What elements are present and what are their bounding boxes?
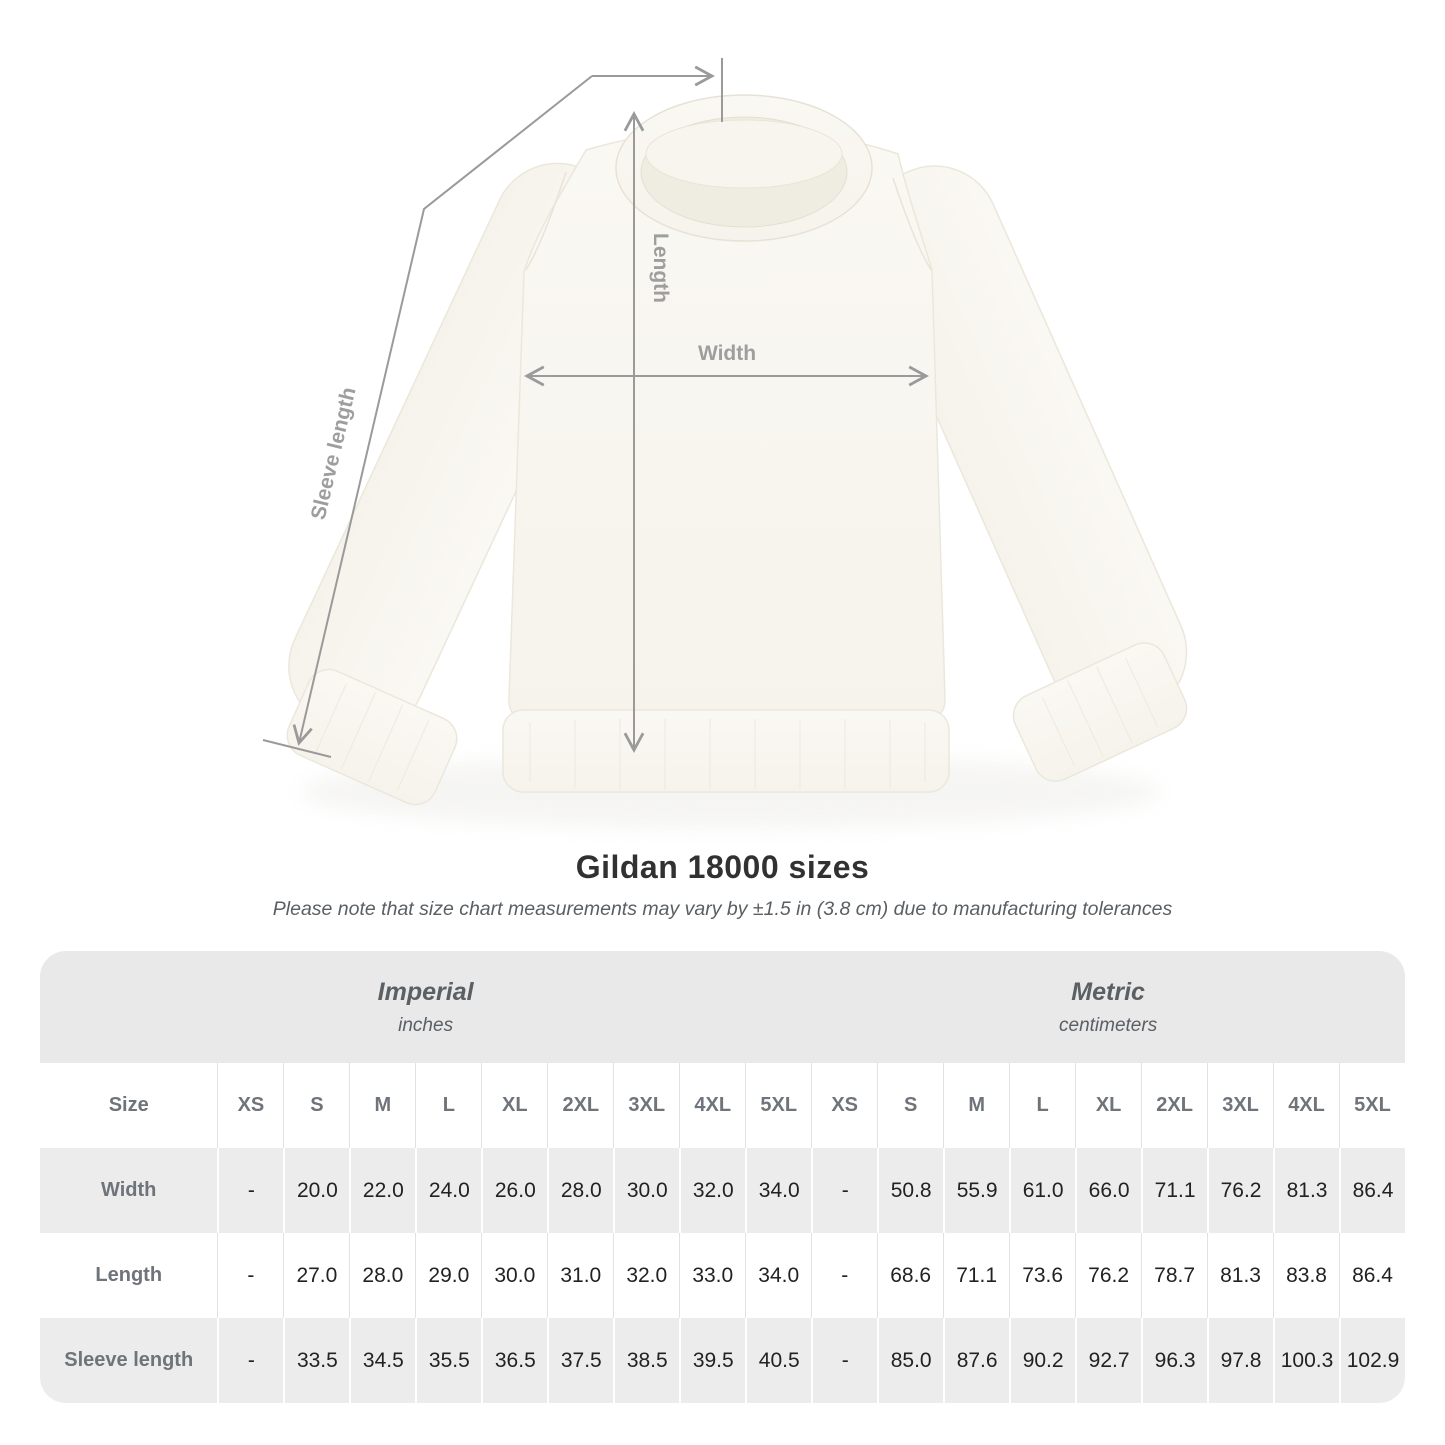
size-col-header: L (1009, 1063, 1075, 1148)
imperial-header (40, 951, 811, 1063)
width-imperial-value: 32.0 (679, 1148, 745, 1233)
table-row-length (40, 1233, 1405, 1318)
size-col-header: XL (481, 1063, 547, 1148)
length-imperial-value: 30.0 (481, 1233, 547, 1318)
sleeve-metric-value: 90.2 (1009, 1318, 1075, 1403)
width-imperial-value: 20.0 (283, 1148, 349, 1233)
sleeve-metric-value: 97.8 (1207, 1318, 1273, 1403)
metric-header (811, 951, 1405, 1063)
size-table (40, 951, 1405, 1403)
width-imperial-value: 28.0 (547, 1148, 613, 1233)
size-col-header: 4XL (679, 1063, 745, 1148)
sleeve-metric-value: 102.9 (1339, 1318, 1405, 1403)
row-label: Width (40, 1148, 217, 1233)
length-metric-value: 73.6 (1009, 1233, 1075, 1318)
size-col-header: XS (811, 1063, 877, 1148)
size-col-header: S (877, 1063, 943, 1148)
metric-title: Metric (1071, 977, 1145, 1006)
length-metric-value: 78.7 (1141, 1233, 1207, 1318)
sleeve-length-label: Sleeve length (306, 384, 361, 522)
table-row-sleeve-length (40, 1318, 1405, 1403)
length-metric-value: 83.8 (1273, 1233, 1339, 1318)
width-metric-value: 76.2 (1207, 1148, 1273, 1233)
size-col-header: M (943, 1063, 1009, 1148)
sleeve-imperial-value: 37.5 (547, 1318, 613, 1403)
size-col-header: L (415, 1063, 481, 1148)
size-col-header: XS (217, 1063, 283, 1148)
width-metric-value: 66.0 (1075, 1148, 1141, 1233)
width-metric-value: - (811, 1148, 877, 1233)
width-metric-value: 61.0 (1009, 1148, 1075, 1233)
width-metric-value: 86.4 (1339, 1148, 1405, 1233)
size-col-header: S (283, 1063, 349, 1148)
sleeve-imperial-value: 40.5 (745, 1318, 811, 1403)
size-label: Size (40, 1063, 217, 1148)
row-label: Length (40, 1233, 217, 1318)
length-imperial-value: 33.0 (679, 1233, 745, 1318)
length-imperial-value: 32.0 (613, 1233, 679, 1318)
length-imperial-value: 34.0 (745, 1233, 811, 1318)
size-col-header: M (349, 1063, 415, 1148)
size-col-header: 5XL (745, 1063, 811, 1148)
size-col-header: 3XL (1207, 1063, 1273, 1148)
length-metric-value: 71.1 (943, 1233, 1009, 1318)
width-metric-value: 55.9 (943, 1148, 1009, 1233)
imperial-unit: inches (398, 1014, 454, 1036)
sleeve-imperial-value: 38.5 (613, 1318, 679, 1403)
imperial-title: Imperial (377, 977, 474, 1006)
length-imperial-value: - (217, 1233, 283, 1318)
sleeve-metric-value: - (811, 1318, 877, 1403)
size-col-header: 3XL (613, 1063, 679, 1148)
size-col-header: 2XL (1141, 1063, 1207, 1148)
length-metric-value: 81.3 (1207, 1233, 1273, 1318)
width-label: Width (697, 342, 757, 365)
size-col-header: 2XL (547, 1063, 613, 1148)
length-imperial-value: 31.0 (547, 1233, 613, 1318)
sleeve-imperial-value: 33.5 (283, 1318, 349, 1403)
sleeve-metric-value: 96.3 (1141, 1318, 1207, 1403)
width-imperial-value: 34.0 (745, 1148, 811, 1233)
sleeve-imperial-value: 39.5 (679, 1318, 745, 1403)
length-imperial-value: 29.0 (415, 1233, 481, 1318)
sleeve-metric-value: 92.7 (1075, 1318, 1141, 1403)
length-imperial-value: 28.0 (349, 1233, 415, 1318)
page-title: Gildan 18000 sizes (575, 849, 870, 885)
collar (616, 95, 872, 241)
width-metric-value: 71.1 (1141, 1148, 1207, 1233)
metric-unit: centimeters (1059, 1014, 1158, 1036)
row-label: Sleeve length (40, 1318, 217, 1403)
width-metric-value: 81.3 (1273, 1148, 1339, 1233)
sleeve-imperial-value: 34.5 (349, 1318, 415, 1403)
table-row-width (40, 1148, 1405, 1233)
size-col-header: XL (1075, 1063, 1141, 1148)
size-col-header: 5XL (1339, 1063, 1405, 1148)
sweatshirt-illustration (268, 95, 1207, 828)
width-metric-value: 50.8 (877, 1148, 943, 1233)
length-metric-value: 68.6 (877, 1233, 943, 1318)
width-imperial-value: 22.0 (349, 1148, 415, 1233)
sleeve-metric-value: 87.6 (943, 1318, 1009, 1403)
sleeve-imperial-value: 35.5 (415, 1318, 481, 1403)
length-metric-value: 86.4 (1339, 1233, 1405, 1318)
sleeve-metric-value: 100.3 (1273, 1318, 1339, 1403)
tolerance-note: Please note that size chart measurements may vary by ±1.5 in (3.8 cm) due to manufacturing tolerances (272, 898, 1173, 920)
size-header-row (40, 1063, 1405, 1148)
title-block (0, 849, 1445, 921)
sleeve-metric-value: 85.0 (877, 1318, 943, 1403)
length-imperial-value: 27.0 (283, 1233, 349, 1318)
sleeve-imperial-value: - (217, 1318, 283, 1403)
width-imperial-value: 30.0 (613, 1148, 679, 1233)
width-imperial-value: - (217, 1148, 283, 1233)
width-imperial-value: 24.0 (415, 1148, 481, 1233)
width-imperial-value: 26.0 (481, 1148, 547, 1233)
length-metric-value: 76.2 (1075, 1233, 1141, 1318)
size-col-header: 4XL (1273, 1063, 1339, 1148)
hem-band (503, 710, 949, 792)
length-metric-value: - (811, 1233, 877, 1318)
sleeve-imperial-value: 36.5 (481, 1318, 547, 1403)
length-label: Length (649, 233, 672, 303)
unit-header-band (40, 951, 1405, 1063)
